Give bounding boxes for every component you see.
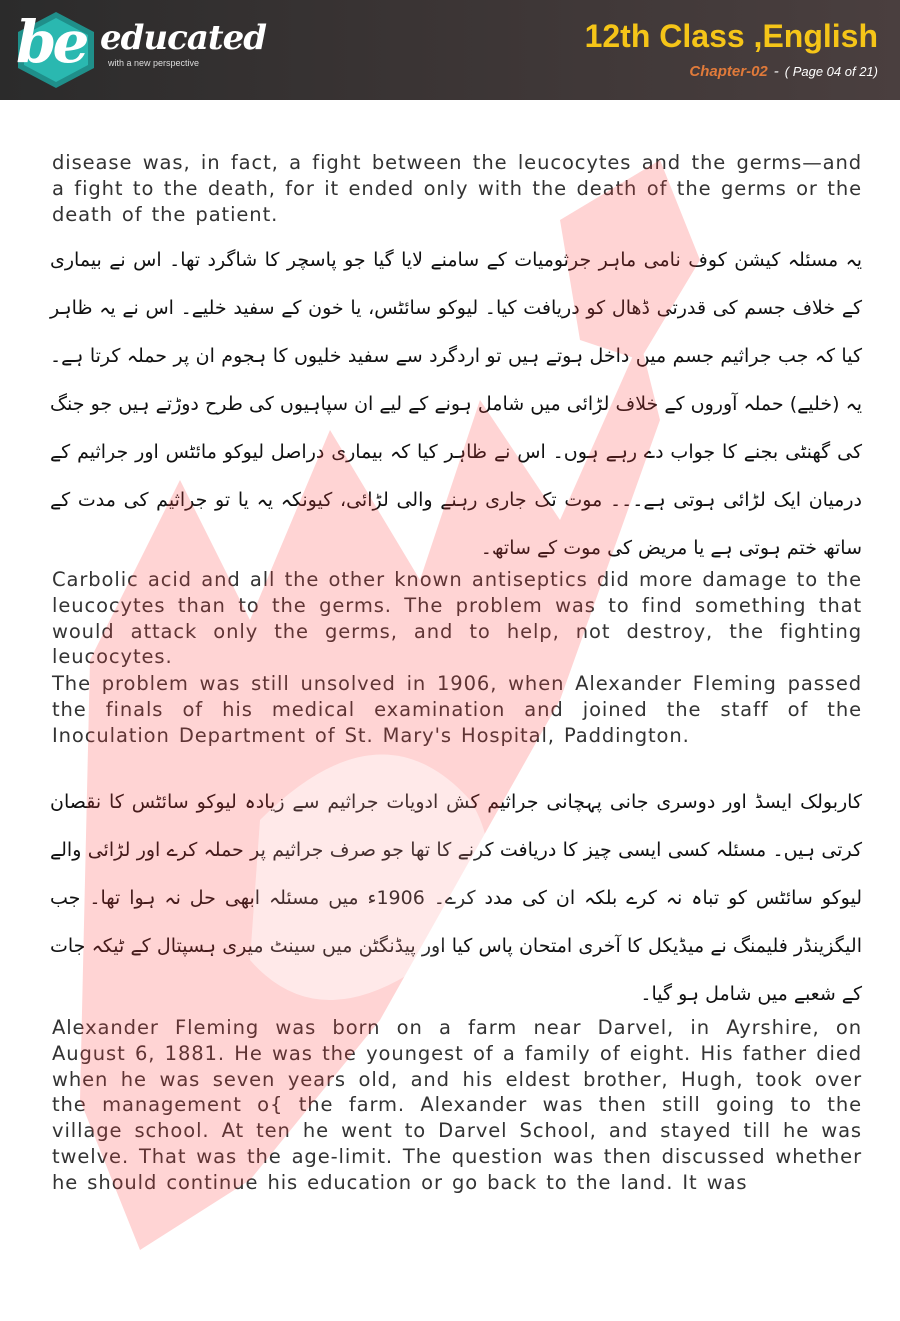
- para2-english: Carbolic acid and all the other known antiseptics did more damage to the leucocytes than to the germs. The problem was to find something that would attack only the germs, and to help, not destroy, the fighting leucocytes.: [52, 568, 862, 669]
- logo-educated: educated: [100, 18, 266, 58]
- chapter-label: Chapter-02: [689, 63, 768, 80]
- separator: -: [773, 63, 779, 80]
- chapter-line: [689, 63, 878, 80]
- para4-english: Alexander Fleming was born on a farm near Darvel, in Ayrshire, on August 6, 1881. He was the youngest of a family of eight. His father died when he was seven years old, and his eldest brother, Hugh, took over the management o{ the farm. Alexander was then still going to the village school. At ten he went to Darvel School, and stayed till he was twelve. That was the age-limit. The question was then discussed whether he should continue his education or go back to the land. It was: [52, 1016, 862, 1194]
- para1-urdu: یہ مسئلہ کیشن کوف نامی ماہر جرثومیات کے سامنے لایا گیا جو پاسچر کا شاگرد تھا۔ اس نے بیماری کے خلاف جسم کی قدرتی ڈھال کو دریافت کیا۔ لیوکو سائٹس، یا خون کے سفید خلیے۔ اس نے یہ ظاہر کیا کہ جب جراثیم جسم میں داخل ہوتے ہیں تو اردگرد سے سفید خلیوں کا ہجوم ان پر حملہ کرتا ہے۔ یہ (خلیے) حملہ آوروں کے خلاف لڑائی میں شامل ہونے کے لیے ان سپاہیوں کی طرح دوڑتے ہیں جو جنگ کی گھنٹی بجنے کا جواب دے رہے ہوں۔ اس نے ظاہر کیا کہ بیماری دراصل لیوکو مائٹس اور جراثیم کے درمیان ایک لڑائی ہوتی ہے۔۔۔ موت تک جاری رہنے والی لڑائی، کیونکہ یہ یا تو جراثیم کی مدت کے ساتھ ختم ہوتی ہے یا مریض کی موت کے ساتھ۔: [50, 249, 863, 559]
- logo-tagline: with a new perspective: [108, 58, 200, 68]
- para1-english: disease was, in fact, a fight between the leucocytes and the germs—and a fight to the death, for it ended only with the death of the germs or the death of the patient.: [52, 151, 862, 226]
- para3-english: The problem was still unsolved in 1906, when Alexander Fleming passed the finals of his medical examination and joined the staff of the Inoculation Department of St. Mary's Hospital, Paddington.: [52, 672, 862, 747]
- page-header: [0, 0, 900, 100]
- page-title: 12th Class ,English: [584, 18, 878, 54]
- logo-be: be: [16, 8, 86, 76]
- page-number: ( Page 04 of 21): [784, 64, 878, 79]
- para2-urdu: کاربولک ایسڈ اور دوسری جانی پہچانی جراثیم کش ادویات جراثیم سے زیادہ لیوکو سائٹس کا نقصان کرتی ہیں۔ مسئلہ کسی ایسی چیز کا دریافت کرنے کا تھا جو صرف جراثیم پر حملہ کرے اور لڑائی والے لیوکو سائٹس کو تباہ نہ کرے بلکہ ان کی مدد کرے۔ 1906ء میں مسئلہ ابھی حل نہ ہوا تھا۔ جب الیگزینڈر فلیمنگ نے میڈیکل کا آخری امتحان پاس کیا اور پیڈنگٹن میں سینٹ میری ہسپتال کے ٹیکہ جات کے شعبے میں شامل ہو گیا۔: [50, 791, 862, 1005]
